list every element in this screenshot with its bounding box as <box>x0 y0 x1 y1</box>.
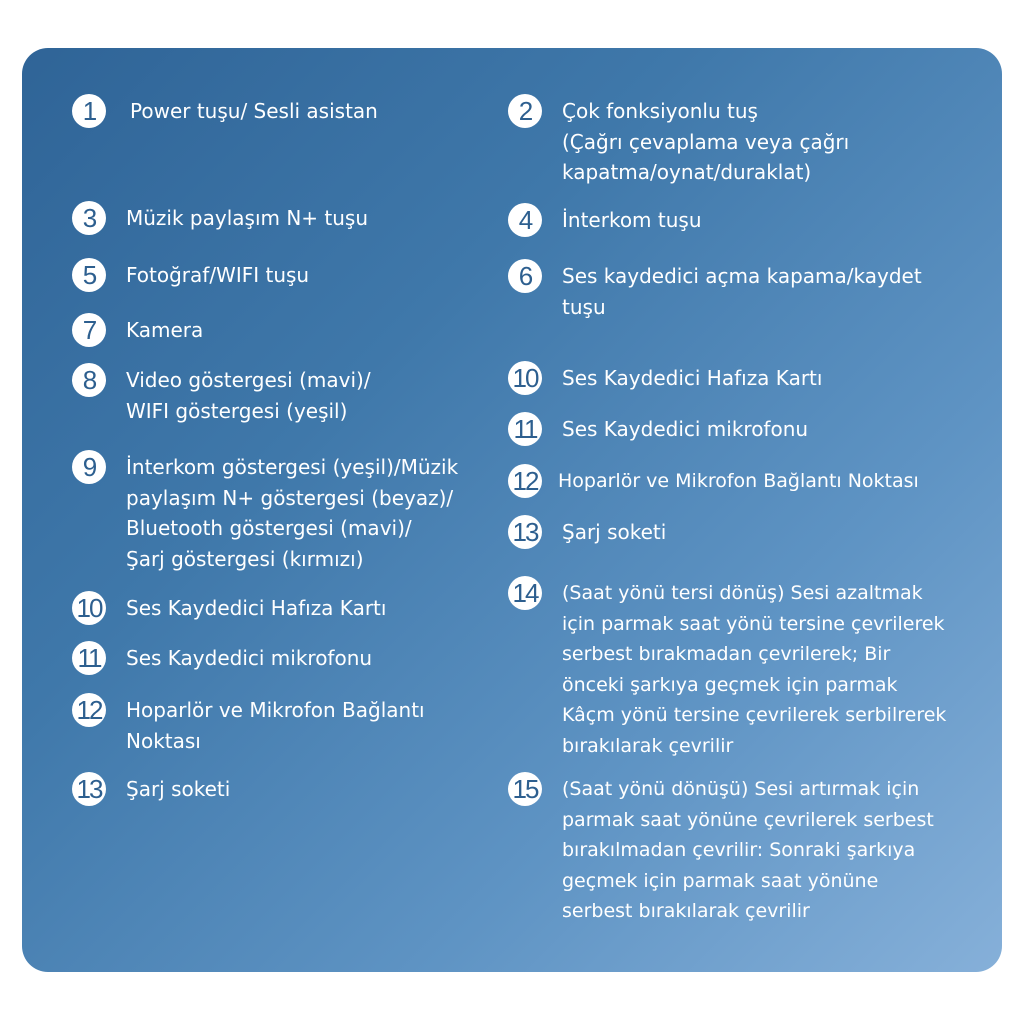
number-badge: 12 <box>508 464 542 498</box>
number-badge: 3 <box>72 201 106 235</box>
list-item <box>508 205 702 237</box>
list-item <box>72 96 378 128</box>
item-text: Ses kaydedici açma kapama/kaydet tuşu <box>562 264 922 319</box>
item-text: Ses Kaydedici mikrofonu <box>562 417 809 441</box>
number-badge: 10 <box>72 591 106 625</box>
list-item <box>508 466 919 498</box>
list-item <box>508 261 922 322</box>
item-text: (Saat yönü dönüşü) Sesi artırmak için parmak saat yönüne çevrilerek serbest bırakılmadan çevrilir: Sonraki şarkıya geçmek için parmak saat yönüne serbest bırakılarak çevrilir <box>562 778 934 922</box>
list-item <box>508 578 946 761</box>
list-item <box>508 774 934 927</box>
number-badge: 5 <box>72 258 106 292</box>
item-text: Ses Kaydedici Hafıza Kartı <box>562 366 823 390</box>
list-item <box>508 414 808 446</box>
number-badge: 14 <box>508 576 542 610</box>
item-text: Kamera <box>126 318 204 342</box>
number-badge: 13 <box>508 515 542 549</box>
number-badge: 1 <box>72 94 106 128</box>
item-text: Hoparlör ve Mikrofon Bağlantı Noktası <box>126 698 425 753</box>
list-item <box>72 643 372 675</box>
number-badge: 7 <box>72 313 106 347</box>
item-text: Şarj soketi <box>562 520 667 544</box>
item-text: İnterkom tuşu <box>562 208 702 232</box>
list-item <box>72 260 309 292</box>
number-badge: 8 <box>72 363 106 397</box>
list-item <box>72 365 371 426</box>
number-badge: 2 <box>508 94 542 128</box>
item-text: İnterkom göstergesi (yeşil)/Müzik paylaşım N+ göstergesi (beyaz)/ Bluetooth göstergesi (mavi)/ Şarj göstergesi (kırmızı) <box>126 455 459 571</box>
item-text: Video göstergesi (mavi)/ WIFI göstergesi (yeşil) <box>126 368 371 423</box>
list-item <box>72 203 368 235</box>
number-badge: 11 <box>72 641 106 675</box>
item-text: Hoparlör ve Mikrofon Bağlantı Noktası <box>558 470 919 492</box>
item-text: Power tuşu/ Sesli asistan <box>130 99 378 123</box>
item-text: (Saat yönü tersi dönüş) Sesi azaltmak için parmak saat yönü tersine çevrilerek serbest bırakmadan çevrilerek; Bir önceki şarkıya geçmek için parmak Kâçm yönü tersine çevrilerek serbilrerek bırakılarak çevrilir <box>562 582 947 757</box>
number-badge: 13 <box>72 772 106 806</box>
list-item <box>508 96 849 188</box>
number-badge: 12 <box>72 693 106 727</box>
number-badge: 4 <box>508 203 542 237</box>
instructions-panel <box>22 48 1002 972</box>
item-text: Ses Kaydedici mikrofonu <box>126 646 373 670</box>
number-badge: 9 <box>72 450 106 484</box>
list-item <box>72 315 203 347</box>
item-text: Fotoğraf/WIFI tuşu <box>126 263 310 287</box>
number-badge: 10 <box>508 361 542 395</box>
item-text: Müzik paylaşım N+ tuşu <box>126 206 369 230</box>
list-item <box>72 774 230 806</box>
item-text: Şarj soketi <box>126 777 231 801</box>
number-badge: 6 <box>508 259 542 293</box>
list-item <box>72 452 458 574</box>
number-badge: 11 <box>508 412 542 446</box>
number-badge: 15 <box>508 772 542 806</box>
list-item <box>508 363 822 395</box>
list-item <box>508 517 666 549</box>
item-text: Ses Kaydedici Hafıza Kartı <box>126 596 387 620</box>
list-item <box>72 695 425 756</box>
list-item <box>72 593 386 625</box>
item-text: Çok fonksiyonlu tuş (Çağrı çevaplama veya çağrı kapatma/oynat/duraklat) <box>562 99 850 184</box>
